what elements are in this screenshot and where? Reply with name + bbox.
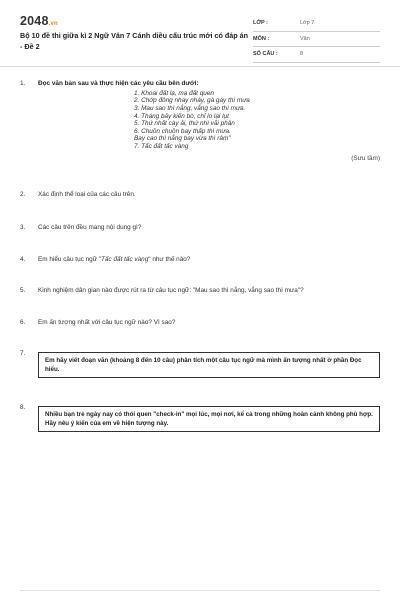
question-1 bbox=[20, 80, 380, 163]
essay-prompt-box: Em hãy viết đoạn văn (khoảng 8 đến 10 câu) phân tích một câu tục ngữ mà mình ấn tượng nhất ở phần Đọc hiểu. bbox=[38, 352, 380, 378]
proverb-line: 1. Khoai đất lạ, mạ đất quen bbox=[134, 89, 214, 97]
question-number: 4. bbox=[20, 256, 26, 263]
question-number: 2. bbox=[20, 191, 26, 198]
meta-value: Văn bbox=[300, 35, 310, 42]
footer-divider bbox=[20, 590, 380, 591]
question-number: 6. bbox=[20, 319, 26, 326]
meta-row-grade bbox=[253, 16, 380, 32]
proverb-line: Bay cao thì nắng bay vừa thì râm" bbox=[134, 135, 231, 143]
proverb-line: 6. Chuồn chuồn bay thấp thì mưa. bbox=[134, 127, 231, 135]
page-header bbox=[20, 14, 380, 64]
question-text bbox=[38, 256, 380, 265]
question-text: Xác định thể loại của các câu trên. bbox=[38, 191, 136, 198]
question-6 bbox=[20, 319, 380, 328]
question-text: Kinh nghiệm dân gian nào được rút ra từ câu tục ngữ: "Mau sao thì nắng, vắng sao thì mưa"? bbox=[38, 287, 304, 294]
question-quote: Tấc đất tấc vàng bbox=[101, 256, 149, 263]
question-text-pre: Em hiểu câu tục ngữ " bbox=[38, 256, 102, 263]
question-4 bbox=[20, 256, 380, 265]
proverb-line: 7. Tấc đất tấc vàng bbox=[134, 142, 189, 150]
question-number: 3. bbox=[20, 224, 26, 231]
question-text-post: " như thế nào? bbox=[148, 256, 191, 263]
proverb-line: 3. Mau sao thì nắng, vắng sao thì mưa. bbox=[134, 104, 246, 112]
header-divider bbox=[0, 66, 400, 67]
proverb-line: 4. Tháng bảy kiến bò, chỉ lo lại lụt bbox=[134, 112, 229, 120]
logo-suffix: .vn bbox=[48, 21, 58, 27]
question-text: Đọc văn bản sau và thực hiện các yêu cầu bên dưới: bbox=[38, 80, 199, 87]
meta-info bbox=[253, 16, 380, 63]
page-title: Bộ 10 đề thi giữa kì 2 Ngữ Văn 7 Cánh diều cấu trúc mới có đáp án - Đề 2 bbox=[20, 31, 248, 51]
meta-value: Lớp 7 bbox=[300, 20, 315, 26]
proverb-line: 2. Chớp đông nhay nháy, gà gáy thì mưa bbox=[134, 97, 250, 105]
meta-label: SỐ CÂU : bbox=[253, 51, 278, 57]
question-5 bbox=[20, 287, 380, 296]
question-7 bbox=[20, 350, 380, 378]
question-number: 1. bbox=[20, 80, 26, 87]
proverb-line: 5. Thứ nhất cày ải, thứ nhì vãi phân bbox=[134, 120, 235, 128]
meta-label: MÔN : bbox=[253, 35, 270, 42]
essay-prompt-box: Nhiều bạn trẻ ngày nay có thói quen "check-in" mọi lúc, mọi nơi, kể cả trong những hoàn cảnh không phù hợp. Hãy nêu ý kiến của em về hiện tượng này. bbox=[38, 406, 380, 432]
proverb-list bbox=[134, 90, 380, 151]
question-number: 7. bbox=[20, 350, 26, 357]
source-note: (Sưu tầm) bbox=[351, 154, 380, 162]
question-text: Các câu trên đều mang nội dung gì? bbox=[38, 224, 142, 231]
question-8 bbox=[20, 404, 380, 432]
question-3 bbox=[20, 224, 380, 233]
logo-main: 2048 bbox=[20, 14, 49, 28]
meta-label: LỚP : bbox=[253, 20, 268, 26]
meta-value: 8 bbox=[300, 51, 304, 57]
question-number: 5. bbox=[20, 287, 26, 294]
meta-row-subject bbox=[253, 32, 380, 48]
question-number: 8. bbox=[20, 404, 26, 411]
site-logo[interactable] bbox=[20, 14, 58, 28]
question-2 bbox=[20, 191, 380, 200]
question-text: Em ấn tượng nhất với câu tục ngữ nào? Vì sao? bbox=[38, 319, 176, 326]
meta-row-count bbox=[253, 47, 380, 63]
